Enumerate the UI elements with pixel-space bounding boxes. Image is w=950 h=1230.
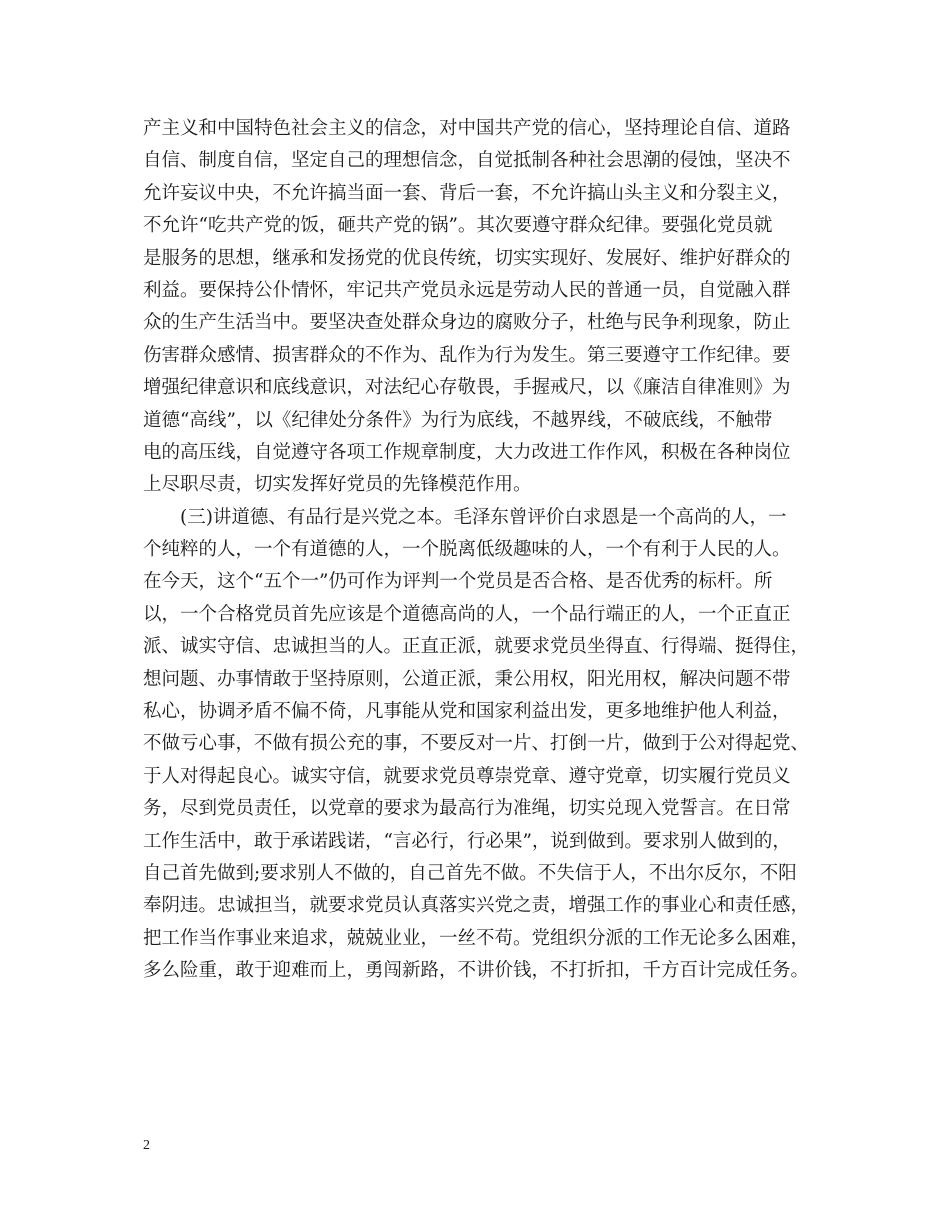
text-line: 以，一个合格党员首先应该是个道德高尚的人，一个品行端正的人，一个正直正 [143,603,791,625]
text-line: 在今天，这个“五个一”仍可作为评判一个党员是否合格、是否优秀的标杆。所 [143,571,773,593]
text-line: 利益。要保持公仆情怀，牢记共产党员永远是劳动人民的普通一员，自觉融入群 [143,279,791,301]
text-line: 伤害群众感情、损害群众的不作为、乱作为行为发生。第三要遵守工作纪律。要 [143,344,791,366]
text-line: 工作生活中，敢于承诺践诺，“言必行，行必果”，说到做到。要求别人做到的， [143,830,791,852]
body-text [143,113,833,988]
text-line: 产主义和中国特色社会主义的信念，对中国共产党的信心，坚持理论自信、道路 [143,118,791,139]
text-line: 想问题、办事情敢于坚持原则，公道正派，秉公用权，阳光用权，解决问题不带 [143,668,791,690]
text-line: 众的生产生活当中。要坚决查处群众身边的腐败分子，杜绝与民争利现象，防止 [143,312,791,334]
text-line: 自己首先做到;要求别人不做的，自己首先不做。不失信于人，不出尔反尔，不阳 [143,862,797,884]
text-line: 允许妄议中央，不允许搞当面一套、背后一套，不允许搞山头主义和分裂主义， [143,182,791,204]
text-line: 自信、制度自信，坚定自己的理想信念，自觉抵制各种社会思潮的侵蚀，坚决不 [143,150,791,172]
text-line: 把工作当作事业来追求，兢兢业业，一丝不苟。党组织分派的工作无论多么困难， [143,927,810,949]
text-line: 是服务的思想，继承和发扬党的优良传统，切实实现好、发展好、维护好群众的 [143,247,791,269]
text-line: 派、诚实守信、忠诚担当的人。正直正派，就要求党员坐得直、行得端、挺得住， [143,636,810,658]
text-line: 电的高压线，自觉遵守各项工作规章制度，大力改进工作作风，积极在各种岗位 [143,441,791,463]
text-line: 私心，协调矛盾不偏不倚，凡事能从党和国家利益出发，更多地维护他人利益， [143,701,791,723]
section-heading-line: (三)讲道德、有品行是兴党之本。毛泽东曾评价白求恩是一个高尚的人，一 [180,506,787,528]
text-line: 多么险重，敢于迎难而上，勇闯新路，不讲价钱，不打折扣，千方百计完成任务。 [143,960,810,982]
text-line: 不允许“吃共产党的饭，砸共产党的锅”。其次要遵守群众纪律。要强化党员就 [143,215,773,237]
text-line: 个纯粹的人，一个有道德的人，一个脱离低级趣味的人，一个有利于人民的人。 [143,539,791,561]
text-line: 道德“高线”，以《纪律处分条件》为行为底线，不越界线，不破底线，不触带 [143,409,773,431]
text-line: 不做亏心事，不做有损公充的事，不要反对一片、打倒一片，做到于公对得起党、 [143,733,810,755]
text-line: 于人对得起良心。诚实守信，就要求党员尊崇党章、遵守党章，切实履行党员义 [143,765,791,787]
text-line: 务，尽到党员责任，以党章的要求为最高行为准绳，切实兑现入党誓言。在日常 [143,798,791,820]
page-number: 2 [143,1138,150,1153]
text-line: 增强纪律意识和底线意识，对法纪心存敬畏，手握戒尺，以《廉洁自律准则》为 [143,377,791,399]
text-line: 上尽职尽责，切实发挥好党员的先锋模范作用。 [143,474,532,496]
text-line: 奉阴违。忠诚担当，就要求党员认真落实兴党之责，增强工作的事业心和责任感， [143,895,810,917]
